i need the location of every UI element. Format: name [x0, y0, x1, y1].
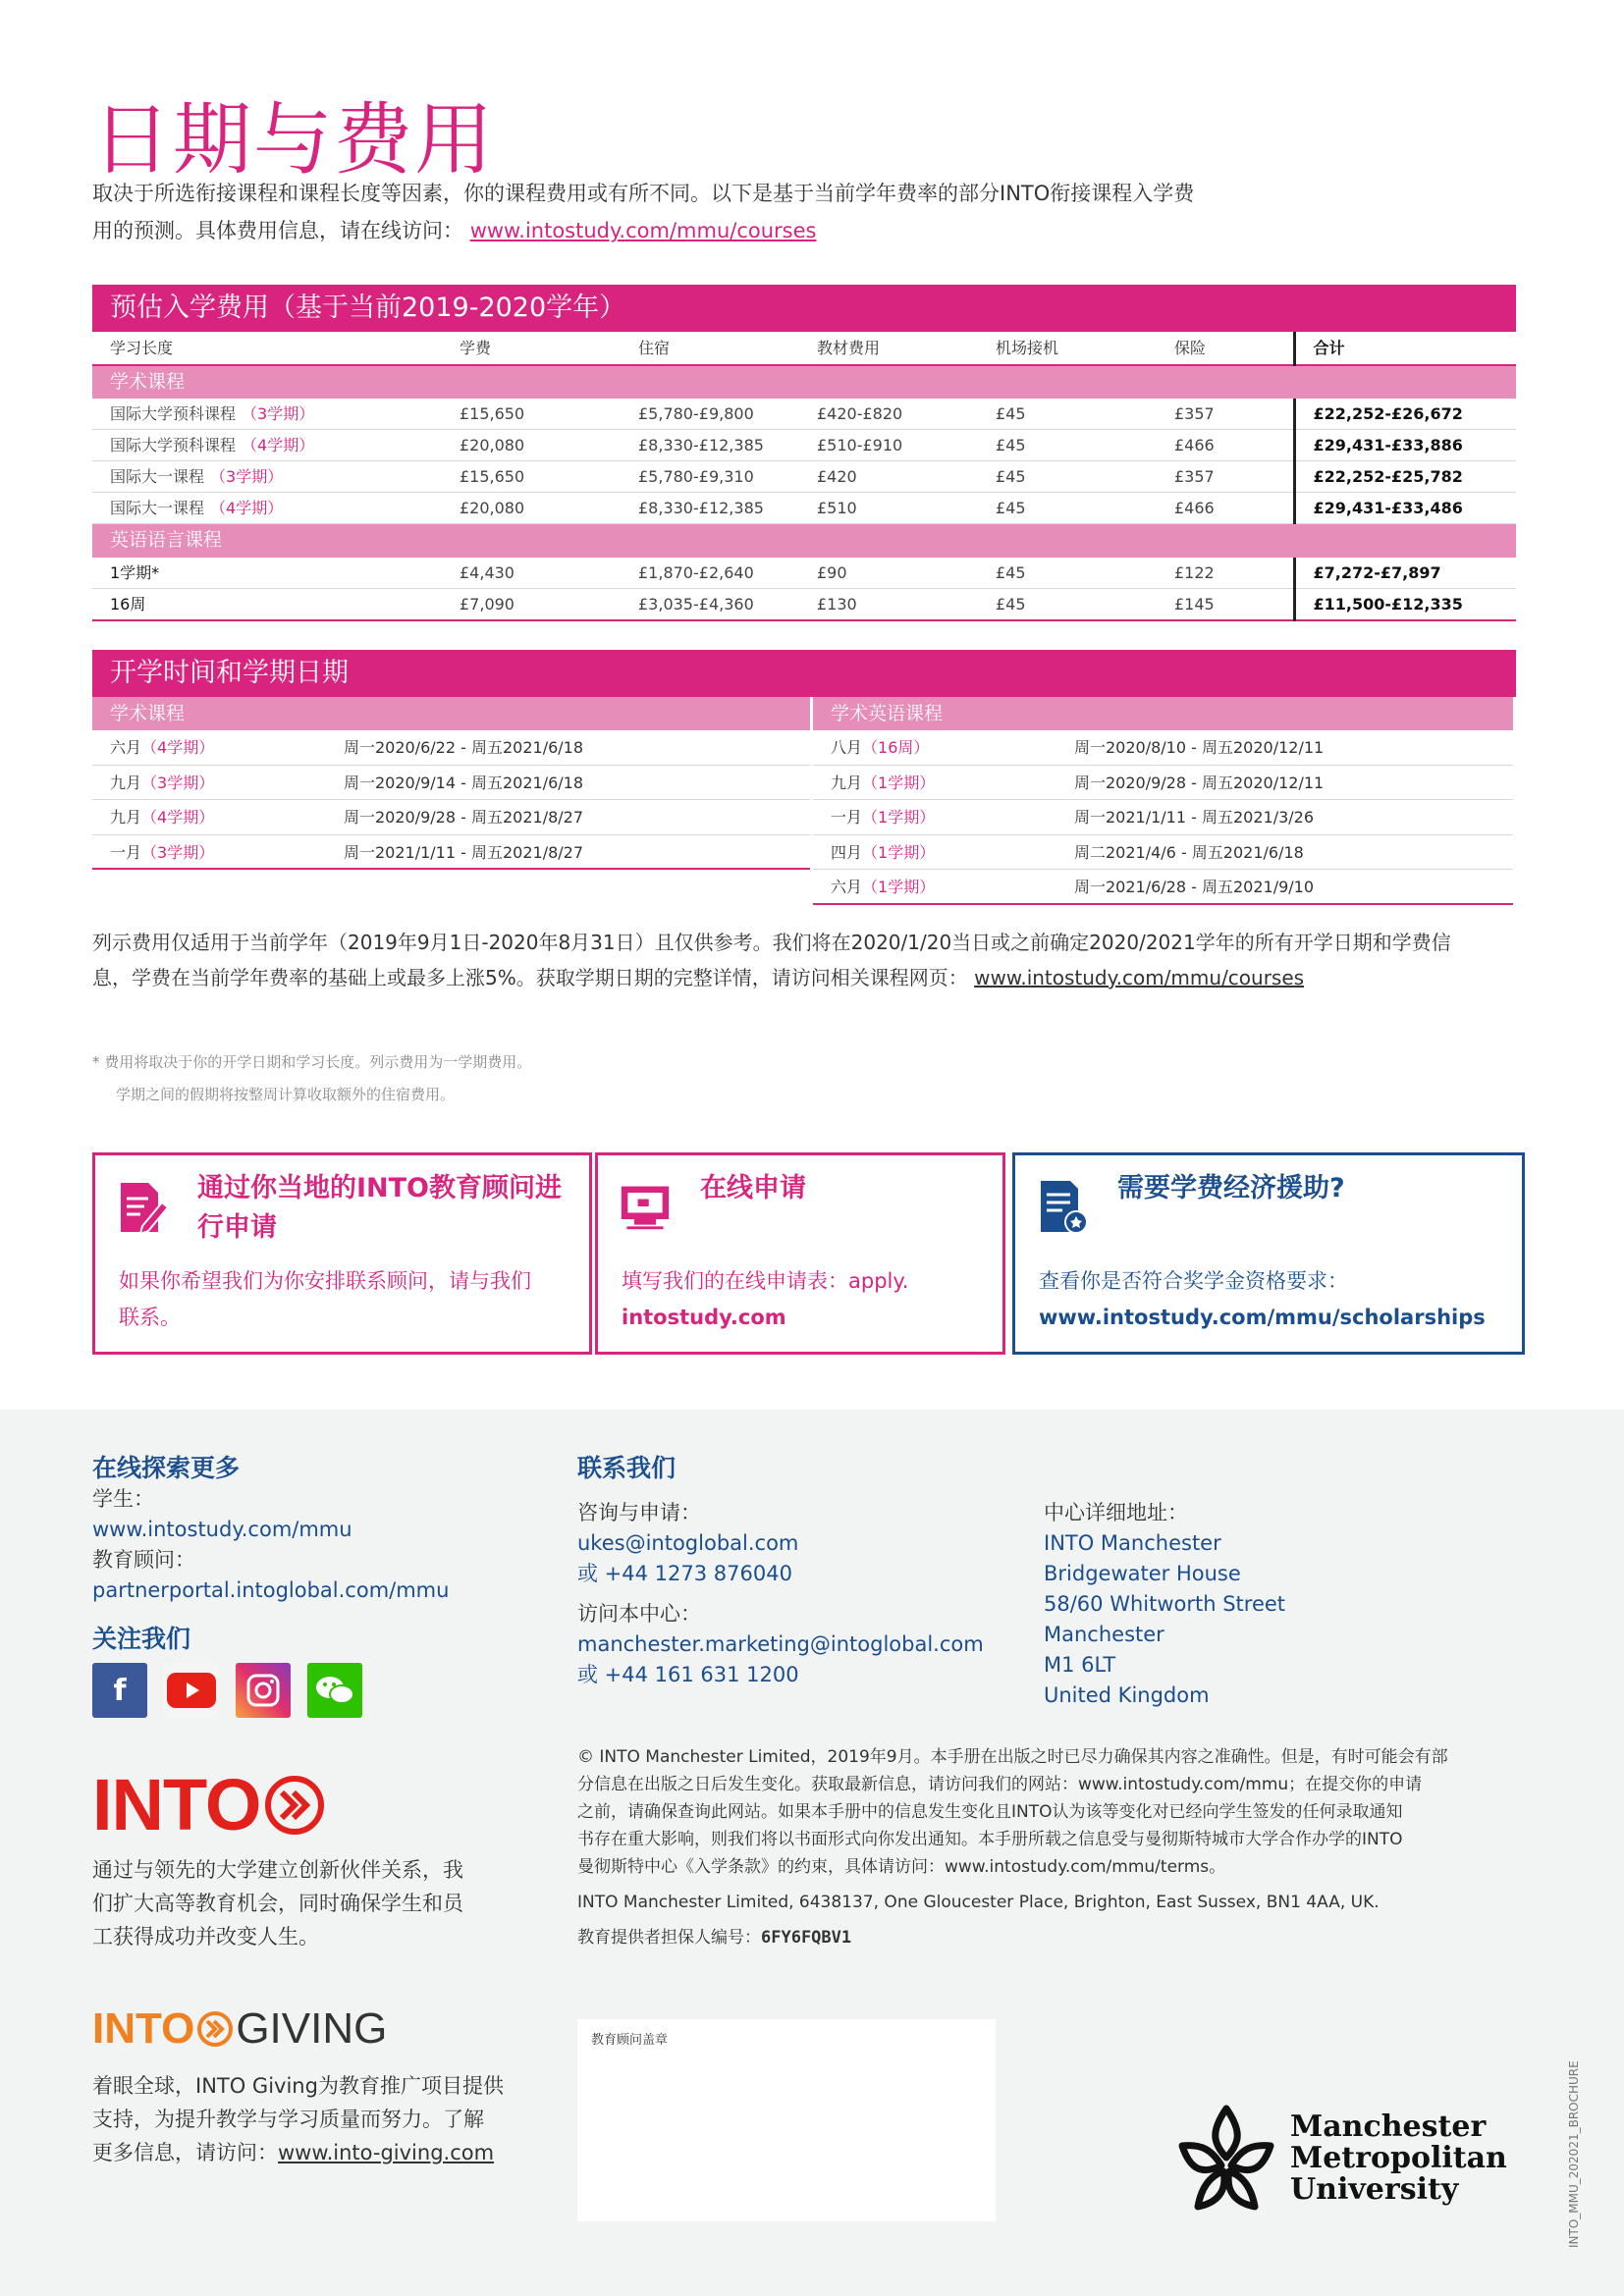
footnote: * 费用将取决于你的开学日期和学习长度。列示费用为一学期费用。 学期之间的假期将按整周计算收取额外的住宿费用。: [92, 1053, 532, 1103]
contact-title: 联系我们: [577, 1454, 677, 1482]
list-item: 九月（1学期） 周一2020/9/28 - 周五2020/12/11: [813, 766, 1513, 801]
table-row: 国际大一课程 （4学期） £20,080 £8,330-£12,385 £510 £45 £466 £29,431-£33,486: [92, 493, 1516, 524]
table-row: 国际大一课程 （3学期） £15,650 £5,780-£9,310 £420 £45 £357 £22,252-£25,782: [92, 461, 1516, 493]
legal-text: © INTO Manchester Limited，2019年9月。本手册在出版之时已尽力确保其内容之准确性。但是，有时可能会有部 分信息在出版之日后发生变化。获取最新信息，请访问我们的网站：www.intostudy.com/mmu；在提交你的申请 之前，请确保查询此网站。如果本手册中的信息发生变化且INTO认为该等变化对已经向学生签发的任何录取通知 书存在重大影响，则我们将以书面形式向你发出通知。本手册所载之信息受与曼彻斯特城市大学合作办学的INTO 曼彻斯特中心《入学条款》的约束，具体请访问：www.intostudy.com/mmu/terms。 INTO Manchester Limited, 6438137, One Gloucester Place, Brighton, East Sussex, BN1 4AA, UK. 教育提供者担保人编号：6FY6FQBV1: [577, 1747, 1448, 1948]
table-row: 国际大学预科课程 （4学期） £20,080 £8,330-£12,385 £510-£910 £45 £466 £29,431-£33,886: [92, 430, 1516, 461]
fees-table: [92, 332, 1516, 621]
explore-title: 在线探索更多: [92, 1454, 241, 1482]
page-title: 日期与费用: [92, 94, 495, 186]
student-link[interactable]: www.intostudy.com/mmu: [92, 1518, 352, 1541]
agent-stamp-area: 教育顾问盖章: [577, 2019, 996, 2221]
visit-email[interactable]: manchester.marketing@intoglobal.com: [577, 1632, 984, 1656]
col-header-insurance: 保险: [1157, 332, 1294, 365]
giving-description: 着眼全球，INTO Giving为教育推广项目提供 支持，为提升教学与学习质量而努力。了解 更多信息，请访问：www.into-giving.com: [92, 2074, 504, 2164]
group-row-academic: 学术课程: [92, 365, 1516, 399]
giving-link[interactable]: www.into-giving.com: [278, 2141, 495, 2164]
col-header-accom: 住宿: [621, 332, 799, 365]
table-row: 1学期* £4,430 £1,870-£2,640 £90 £45 £122 £7,272-£7,897: [92, 558, 1516, 589]
col-header-fee: 学费: [442, 332, 621, 365]
financial-aid-box: 需要学费经济援助? 查看你是否符合奖学金资格要求： www.intostudy.com/mmu/scholarships: [1012, 1152, 1525, 1355]
group-row-english: 英语语言课程: [92, 524, 1516, 558]
col-header-books: 教材费用: [799, 332, 978, 365]
wechat-icon[interactable]: [307, 1663, 362, 1718]
apply-online-box: 在线申请 填写我们的在线申请表：apply. intostudy.com: [595, 1152, 1005, 1355]
table-row: 16周 £7,090 £3,035-£4,360 £130 £45 £145 £11,500-£12,335: [92, 588, 1516, 620]
apply-via-agent-box: 通过你当地的INTO教育顾问进 行申请 如果你希望我们为你安排联系顾问，请与我们 联系。: [92, 1152, 592, 1355]
mmu-emblem-icon: [1172, 2101, 1280, 2216]
dates-section: [92, 650, 1516, 905]
courses-link-2[interactable]: www.intostudy.com/mmu/courses: [974, 966, 1305, 989]
courses-link[interactable]: www.intostudy.com/mmu/courses: [469, 219, 817, 242]
list-item: 九月（4学期） 周一2020/9/28 - 周五2021/8/27: [92, 800, 810, 835]
fees-header-row: [92, 332, 1516, 365]
list-item: 六月（1学期） 周一2021/6/28 - 周五2021/9/10: [813, 870, 1513, 905]
intro-text: 取决于所选衔接课程和课程长度等因素，你的课程费用或有所不同。以下是基于当前学年费率的部分INTO衔接课程入学费 用的预测。具体费用信息，请在线访问： www.intostudy.com/mmu/courses: [92, 182, 1195, 242]
fees-table-section: [92, 285, 1516, 621]
into-description: 通过与领先的大学建立创新伙伴关系，我 们扩大高等教育机会，同时确保学生和员 工获得成功并改变人生。: [92, 1858, 463, 1949]
chevron-circle-icon: [196, 2010, 234, 2048]
facebook-icon[interactable]: f: [92, 1663, 147, 1718]
monitor-icon: [620, 1177, 671, 1236]
fees-note: 列示费用仅适用于当前学年（2019年9月1日-2020年8月31日）且仅供参考。我们将在2020/1/20当日或之前确定2020/2021学年的所有开学日期和学费信 息，学费在当前学年费率的基础上或最多上涨5%。获取学期日期的完整详情，请访问相关课程网页： www.intostudy.com/mmu/courses: [92, 931, 1451, 989]
fees-section-title: 预估入学费用（基于当前2019-2020学年）: [92, 285, 1516, 332]
table-row: 国际大学预科课程 （3学期） £15,650 £5,780-£9,800 £420-£820 £45 £357 £22,252-£26,672: [92, 399, 1516, 430]
list-item: 一月（3学期） 周一2021/1/11 - 周五2021/8/27: [92, 835, 810, 871]
instagram-icon[interactable]: [236, 1663, 291, 1718]
academic-dates-header: 学术课程: [92, 697, 810, 730]
list-item: 六月（4学期） 周一2020/6/22 - 周五2021/6/18: [92, 730, 810, 766]
social-links: [92, 1663, 362, 1718]
follow-title: 关注我们: [92, 1625, 191, 1653]
into-logo: INTO: [92, 1763, 325, 1846]
col-header-length: 学习长度: [92, 332, 442, 365]
agent-link[interactable]: partnerportal.intoglobal.com/mmu: [92, 1578, 450, 1602]
english-dates-header: 学术英语课程: [813, 697, 1513, 730]
mmu-logo: Manchester Metropolitan University: [1172, 2101, 1507, 2216]
address-block: 中心详细地址： INTO Manchester Bridgewater House 58/60 Whitworth Street Manchester M1 6LT United Kingdom: [1044, 1501, 1286, 1707]
brochure-code: INTO_MMU_202021_BROCHURE: [1567, 2060, 1581, 2248]
document-badge-icon: [1037, 1177, 1088, 1236]
youtube-icon[interactable]: [164, 1663, 219, 1718]
pen-document-icon: [117, 1177, 168, 1236]
list-item: 九月（3学期） 周一2020/9/14 - 周五2021/6/18: [92, 766, 810, 801]
col-header-airport: 机场接机: [978, 332, 1157, 365]
english-dates-column: [810, 697, 1513, 905]
academic-dates-column: [92, 697, 810, 905]
list-item: 四月（1学期） 周二2021/4/6 - 周五2021/6/18: [813, 835, 1513, 871]
list-item: 八月（16周） 周一2020/8/10 - 周五2020/12/11: [813, 730, 1513, 766]
visit-phone[interactable]: 或 +44 161 631 1200: [577, 1663, 799, 1686]
enquiry-email[interactable]: ukes@intoglobal.com: [577, 1531, 799, 1555]
dates-section-title: 开学时间和学期日期: [92, 650, 1516, 697]
enquiry-phone[interactable]: 或 +44 1273 876040: [577, 1562, 792, 1585]
col-header-total: 合计: [1294, 332, 1516, 365]
scholarships-link[interactable]: www.intostudy.com/mmu/scholarships: [1039, 1306, 1486, 1329]
into-giving-logo: INTO GIVING: [92, 2004, 388, 2053]
list-item: 一月（1学期） 周一2021/1/11 - 周五2021/3/26: [813, 800, 1513, 835]
chevron-circle-icon: [264, 1775, 325, 1836]
